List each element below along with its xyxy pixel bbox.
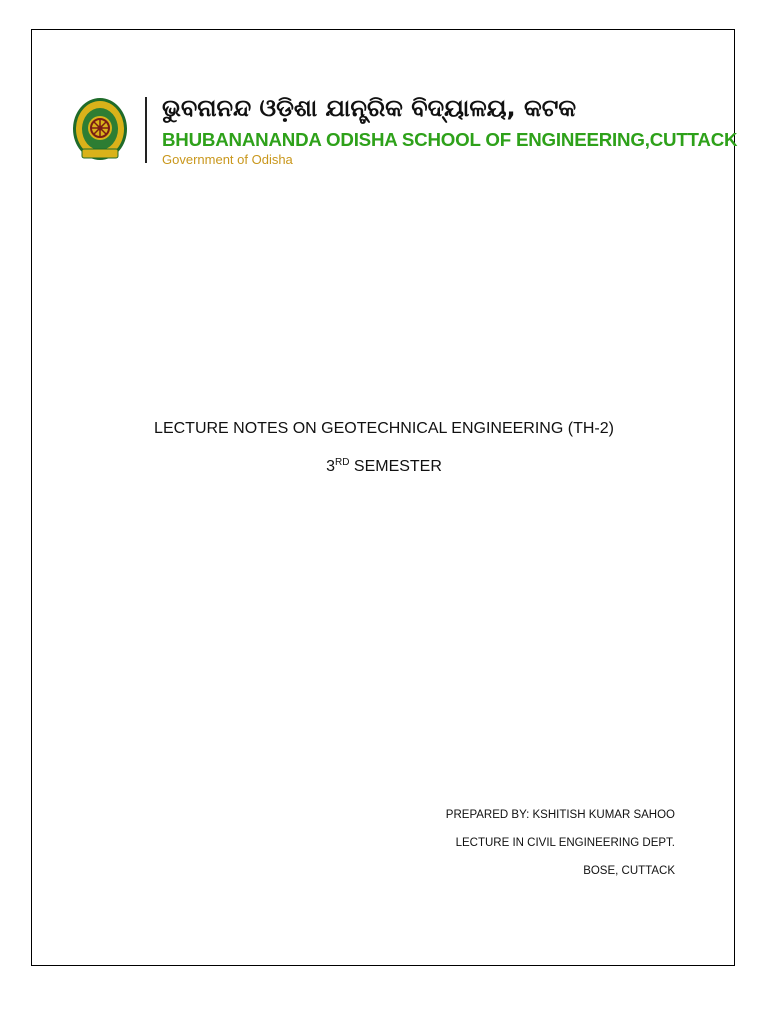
author-position: LECTURE IN CIVIL ENGINEERING DEPT. [455, 837, 675, 849]
semester-label [0, 457, 768, 476]
odia-school-title: ଭୁବନାନନ୍ଦ ଓଡ଼ିଶା ଯାନ୍ତ୍ରିକ ବିଦ୍ୟାଳୟ, କଟକ [162, 94, 577, 122]
prepared-by: PREPARED BY: KSHITISH KUMAR SAHOO [445, 809, 675, 821]
header-divider [145, 97, 147, 163]
author-location: BOSE, CUTTACK [583, 865, 675, 877]
government-label: Government of Odisha [162, 152, 293, 167]
semester-number: 3 [326, 458, 335, 475]
school-name: BHUBANANANDA ODISHA SCHOOL OF ENGINEERING,CUTTACK [162, 130, 738, 150]
letterhead [70, 94, 738, 170]
semester-suffix: RD [334, 457, 350, 468]
school-emblem-icon [70, 95, 130, 165]
semester-word: SEMESTER [353, 458, 442, 475]
document-title: LECTURE NOTES ON GEOTECHNICAL ENGINEERING (TH-2) [154, 420, 614, 437]
credits-block [446, 808, 675, 892]
